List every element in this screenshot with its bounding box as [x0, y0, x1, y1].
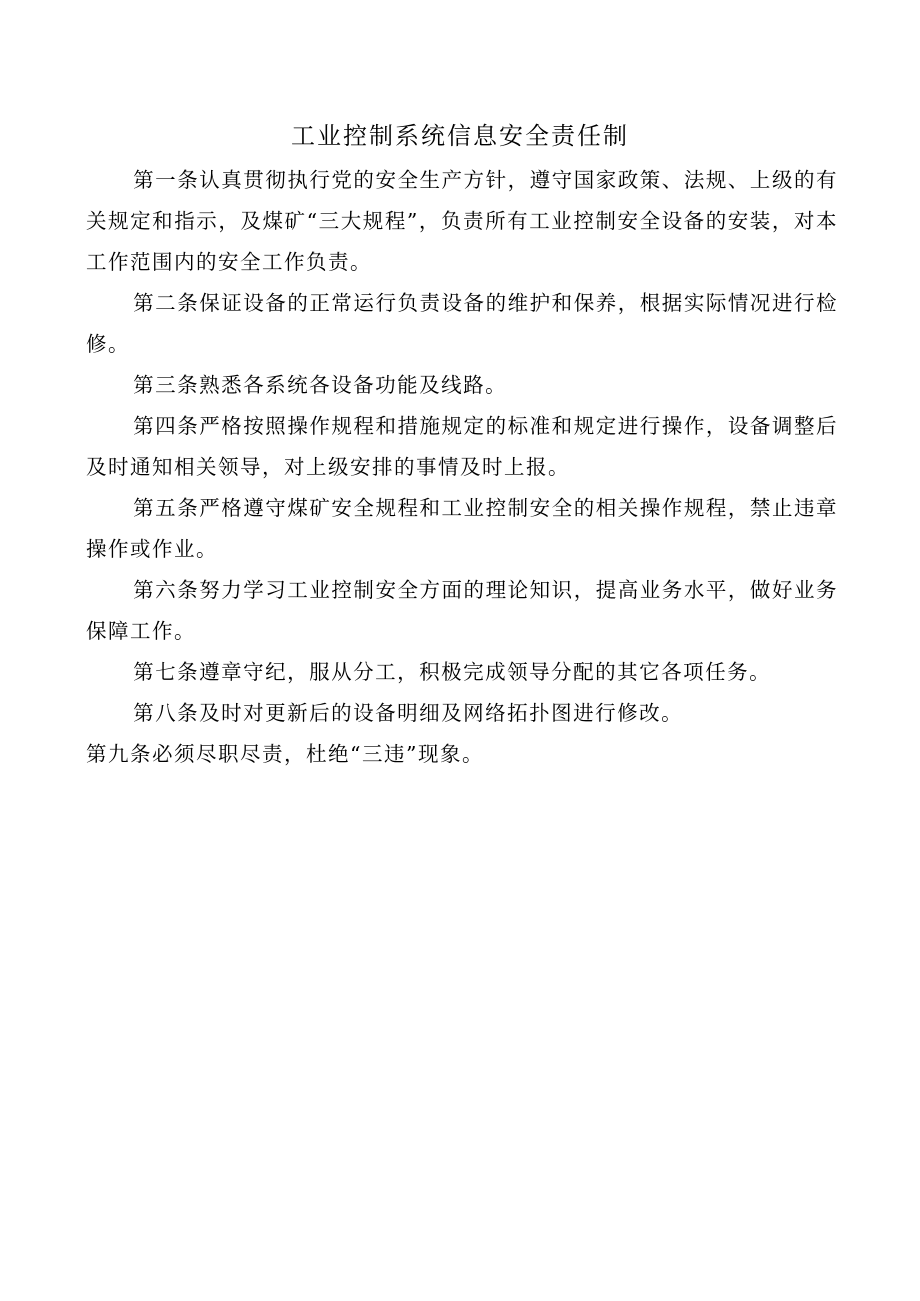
article-5: 第五条严格遵守煤矿安全规程和工业控制安全的相关操作规程，禁止违章操作或作业。: [86, 496, 838, 561]
article-6: 第六条努力学习工业控制安全方面的理论知识，提高业务水平，做好业务保障工作。: [86, 578, 838, 643]
article-2: 第二条保证设备的正常运行负责设备的维护和保养，根据实际情况进行检修。: [86, 291, 838, 356]
article-8: 第八条及时对更新后的设备明细及网络拓扑图进行修改。: [133, 701, 684, 725]
article-3: 第三条熟悉各系统各设备功能及线路。: [133, 373, 508, 397]
document-body: [86, 160, 838, 775]
article-9: 第九条必须尽职尽责，杜绝“三违”现象。: [86, 742, 484, 766]
article-4: 第四条严格按照操作规程和措施规定的标准和规定进行操作，设备调整后及时通知相关领导，对上级安排的事情及时上报。: [86, 414, 838, 479]
article-1: 第一条认真贯彻执行党的安全生产方针，遵守国家政策、法规、上级的有关规定和指示，及煤矿“三大规程”，负责所有工业控制安全设备的安装，对本工作范围内的安全工作负责。: [86, 168, 838, 274]
article-7: 第七条遵章守纪，服从分工，积极完成领导分配的其它各项任务。: [133, 660, 772, 684]
document-title: 工业控制系统信息安全责任制: [291, 122, 629, 150]
